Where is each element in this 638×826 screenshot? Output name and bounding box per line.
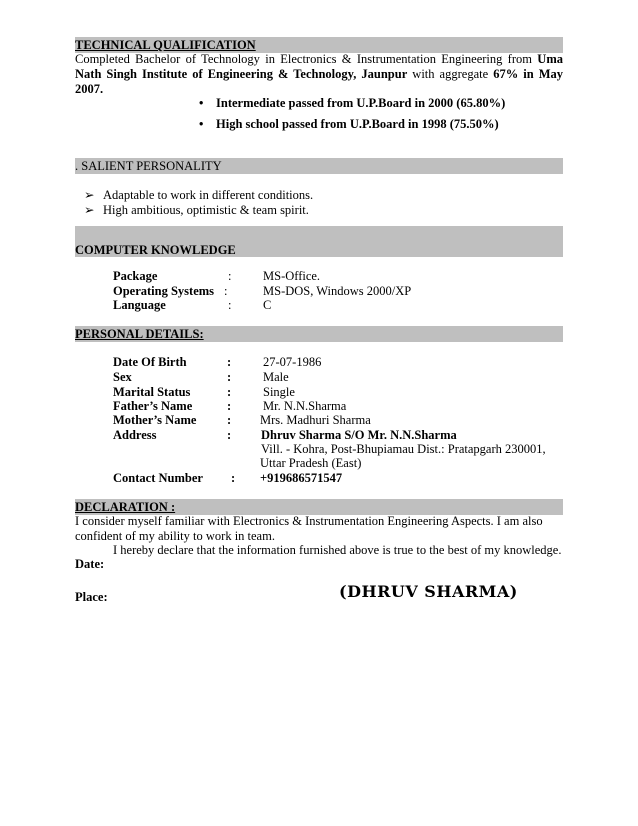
field-value: Male (263, 370, 289, 384)
field-colon: : (231, 471, 236, 485)
field-value: Mr. N.N.Sharma (263, 399, 347, 413)
field-label: Contact Number (113, 471, 203, 485)
education-high-school: High school passed from U.P.Board in 1998 (75.50%) (216, 117, 499, 131)
field-label: Mother’s Name (113, 413, 197, 427)
field-value: Mrs. Madhuri Sharma (260, 413, 371, 427)
field-colon: : (227, 385, 232, 399)
personal-details-heading (75, 326, 563, 342)
field-value: MS-Office. (263, 269, 321, 283)
field-colon: : (227, 428, 232, 442)
field-colon: : (228, 269, 232, 283)
salient-item: High ambitious, optimistic & team spirit. (103, 203, 309, 217)
bullet-icon: • (199, 117, 204, 131)
computer-heading-text: COMPUTER KNOWLEDGE (75, 243, 236, 257)
field-colon: : (227, 413, 232, 427)
degree-aggregate-value: 67% in May 2007. (75, 67, 563, 96)
arrow-bullet-icon: ➢ (84, 203, 95, 217)
salient-personality-heading (75, 158, 563, 174)
computer-knowledge-heading (75, 226, 563, 257)
field-value: Single (263, 385, 295, 399)
declaration-heading (75, 499, 563, 515)
field-label: Date Of Birth (113, 355, 187, 369)
declaration-line-3: I hereby declare that the information furnished above is true to the best of my knowledge. (113, 543, 562, 557)
field-label: Father’s Name (113, 399, 193, 413)
salient-item: Adaptable to work in different conditions. (103, 188, 314, 202)
declaration-line-1: I consider myself familiar with Electronics & Instrumentation Engineering Aspects. I am also (75, 514, 543, 528)
address-line-3: Uttar Pradesh (East) (260, 456, 362, 470)
technical-heading-text: TECHNICAL QUALIFICATION (75, 38, 256, 52)
salient-heading-text: . SALIENT PERSONALITY (75, 159, 222, 173)
bullet-icon: • (199, 96, 204, 110)
field-label: Language (113, 298, 166, 312)
field-label: Package (113, 269, 158, 283)
degree-text: Completed Bachelor of Technology in Electronics & Instrumentation Engineering from (75, 52, 538, 66)
declaration-heading-text: DECLARATION : (75, 500, 176, 514)
address-line-1: Dhruv Sharma S/O Mr. N.N.Sharma (261, 428, 457, 442)
degree-paragraph (75, 52, 563, 97)
field-label: Sex (113, 370, 132, 384)
field-value: 27-07-1986 (263, 355, 322, 369)
degree-aggregate-text: with aggregate (407, 67, 494, 81)
field-value: MS-DOS, Windows 2000/XP (263, 284, 412, 298)
personal-heading-text: PERSONAL DETAILS: (75, 327, 204, 341)
field-label: Marital Status (113, 385, 191, 399)
place-label: Place: (75, 590, 108, 604)
field-colon: : (227, 370, 232, 384)
date-label: Date: (75, 557, 105, 571)
education-intermediate: Intermediate passed from U.P.Board in 2000 (65.80%) (216, 96, 506, 110)
declaration-line-2: confident of my ability to work in team. (75, 529, 275, 543)
field-label: Address (113, 428, 157, 442)
field-colon: : (228, 298, 232, 312)
address-line-2: Vill. - Kohra, Post-Bhupiamau Dist.: Pratapgarh 230001, (261, 442, 546, 456)
field-label: Operating Systems (113, 284, 215, 298)
field-colon: : (227, 399, 232, 413)
field-colon: : (224, 284, 228, 298)
field-value: +919686571547 (260, 471, 343, 485)
institute-name: Uma Nath Singh Institute of Engineering & Technology, Jaunpur (75, 52, 563, 81)
signature-name: (DHRUV SHARMA) (339, 582, 518, 601)
arrow-bullet-icon: ➢ (84, 188, 95, 202)
field-value: C (263, 298, 272, 312)
technical-qualification-heading (75, 37, 563, 53)
field-colon: : (227, 355, 232, 369)
